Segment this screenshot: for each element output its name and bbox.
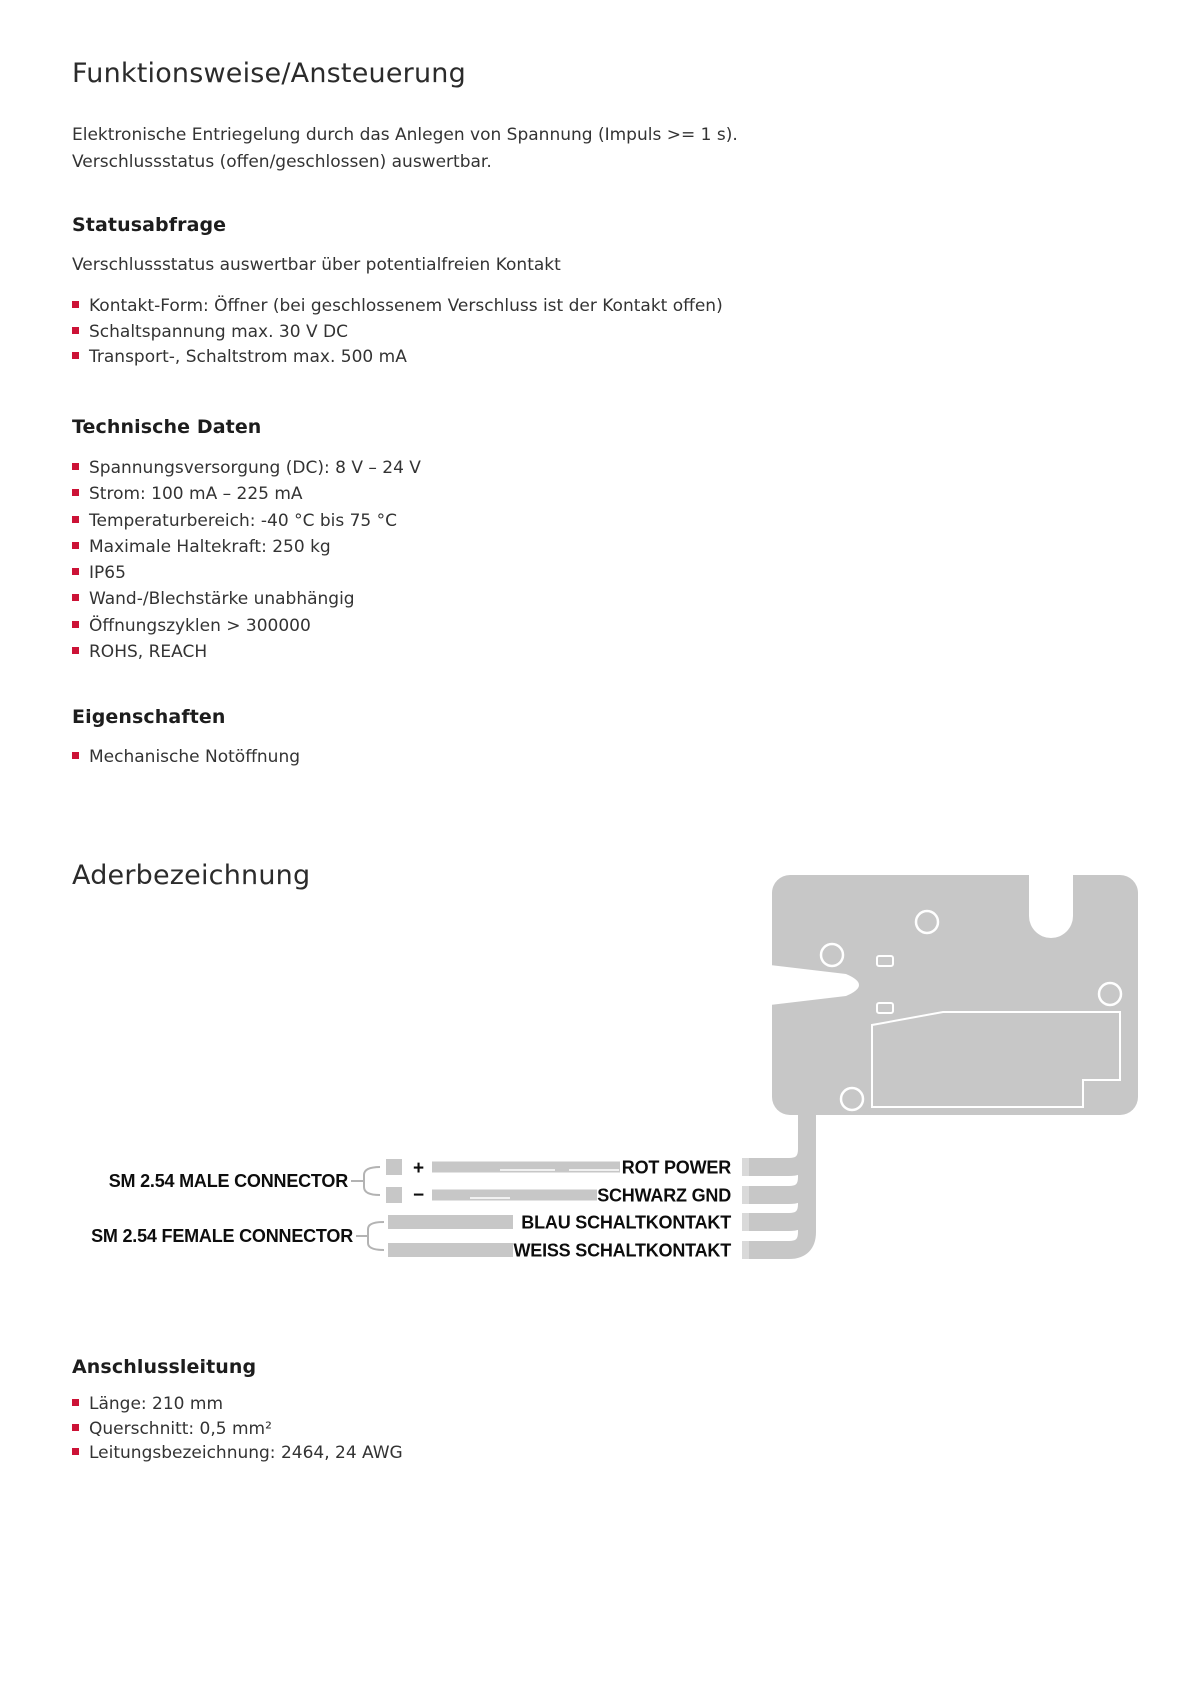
list-item xyxy=(72,744,300,770)
wire-tip xyxy=(742,1241,749,1259)
bullet-text: Spannungsversorgung (DC): 8 V – 24 V xyxy=(89,458,421,478)
wire-tips xyxy=(742,1158,749,1259)
wiring-diagram xyxy=(0,800,1194,1270)
wire xyxy=(742,1110,807,1167)
female-connector-label: SM 2.54 FEMALE CONNECTOR xyxy=(91,1226,353,1246)
bullet-text: Wand-/Blechstärke unabhängig xyxy=(89,589,355,610)
statusabfrage-subtext: Verschlussstatus auswertbar über potentialfreien Kontakt xyxy=(72,255,561,275)
female-bracket xyxy=(356,1222,384,1250)
bullet-text: Transport-, Schaltstrom max. 500 mA xyxy=(89,347,407,368)
bullet-square-icon xyxy=(72,1399,79,1406)
minus-sign: − xyxy=(413,1185,425,1206)
eigenschaften-bullet-list xyxy=(72,744,300,770)
pin-square xyxy=(386,1159,402,1175)
page-title: Funktionsweise/Ansteuerung xyxy=(72,58,466,89)
wire-label-weiss-schaltkontakt: WEISS SCHALTKONTAKT xyxy=(513,1240,731,1261)
male-connector-label: SM 2.54 MALE CONNECTOR xyxy=(108,1171,348,1191)
bullet-text: IP65 xyxy=(89,563,126,584)
list-item xyxy=(72,613,421,639)
bullet-square-icon xyxy=(72,352,79,359)
list-item xyxy=(72,534,421,560)
bullet-square-icon xyxy=(72,301,79,308)
bracket-lines xyxy=(351,1167,384,1250)
section-heading-statusabfrage: Statusabfrage xyxy=(72,214,227,236)
technische-daten-bullet-list xyxy=(72,455,421,665)
wire-bar xyxy=(388,1215,513,1229)
bullet-text: Länge: 210 mm xyxy=(89,1394,224,1414)
bullet-square-icon xyxy=(72,752,79,759)
bullet-square-icon xyxy=(72,489,79,496)
bullet-square-icon xyxy=(72,516,79,523)
device-top-notch xyxy=(1029,870,1073,938)
list-item xyxy=(72,294,723,320)
male-bracket xyxy=(351,1167,380,1195)
list-item xyxy=(72,345,723,371)
intro-line-1: Elektronische Entriegelung durch das Anlegen von Spannung (Impuls >= 1 s). xyxy=(72,125,738,145)
section-heading-aderbezeichnung: Aderbezeichnung xyxy=(72,860,311,891)
pin-square xyxy=(386,1187,402,1203)
bullet-text: Kontakt-Form: Öffner (bei geschlossenem Verschluss ist der Kontakt offen) xyxy=(89,296,723,316)
intro-line-2: Verschlussstatus (offen/geschlossen) auswertbar. xyxy=(72,152,492,172)
wire-tip xyxy=(742,1213,749,1231)
plus-sign: + xyxy=(413,1158,425,1179)
list-item xyxy=(72,1441,403,1466)
bullet-text: Temperaturbereich: -40 °C bis 75 °C xyxy=(89,510,398,531)
wire-tip xyxy=(742,1158,749,1176)
statusabfrage-bullet-list xyxy=(72,294,723,371)
bullet-square-icon xyxy=(72,594,79,601)
bullet-square-icon xyxy=(72,327,79,334)
anschlussleitung-bullet-list xyxy=(72,1392,403,1466)
bullet-square-icon xyxy=(72,1424,79,1431)
list-item xyxy=(72,1417,403,1442)
bullet-square-icon xyxy=(72,1448,79,1455)
list-item xyxy=(72,320,723,346)
intro-paragraph xyxy=(72,122,738,176)
bullet-text: Schaltspannung max. 30 V DC xyxy=(89,321,348,342)
list-item xyxy=(72,455,421,481)
bullet-text: Leitungsbezeichnung: 2464, 24 AWG xyxy=(89,1443,403,1463)
section-heading-eigenschaften: Eigenschaften xyxy=(72,706,226,728)
wire-tip xyxy=(742,1186,749,1204)
list-item xyxy=(72,481,421,507)
bullet-text: Querschnitt: 0,5 mm² xyxy=(89,1418,272,1439)
bullet-text: Strom: 100 mA – 225 mA xyxy=(89,484,303,505)
bullet-square-icon xyxy=(72,463,79,470)
wire-label-rot-power: ROT POWER xyxy=(621,1157,731,1178)
list-item xyxy=(72,586,421,612)
list-item xyxy=(72,560,421,586)
bullet-text: Öffnungszyklen > 300000 xyxy=(89,615,311,636)
list-item xyxy=(72,1392,403,1417)
wire xyxy=(742,1110,807,1195)
section-heading-technische-daten: Technische Daten xyxy=(72,416,262,438)
list-item xyxy=(72,639,421,665)
list-item xyxy=(72,508,421,534)
bullet-square-icon xyxy=(72,568,79,575)
wire-label-blau-schaltkontakt: BLAU SCHALTKONTAKT xyxy=(521,1212,731,1233)
wire-label-schwarz-gnd: SCHWARZ GND xyxy=(597,1185,731,1206)
wire-bar xyxy=(388,1243,513,1257)
wire-bar xyxy=(432,1190,597,1201)
bullet-square-icon xyxy=(72,621,79,628)
bullet-text: Mechanische Notöffnung xyxy=(89,747,301,767)
bullet-text: Maximale Haltekraft: 250 kg xyxy=(89,536,331,557)
device-drawing xyxy=(770,870,1138,1115)
wire-bar xyxy=(432,1162,620,1173)
bullet-square-icon xyxy=(72,647,79,654)
cable-bundle xyxy=(742,1110,807,1250)
bullet-square-icon xyxy=(72,542,79,549)
section-heading-anschlussleitung: Anschlussleitung xyxy=(72,1356,257,1378)
bullet-text: ROHS, REACH xyxy=(89,642,208,663)
